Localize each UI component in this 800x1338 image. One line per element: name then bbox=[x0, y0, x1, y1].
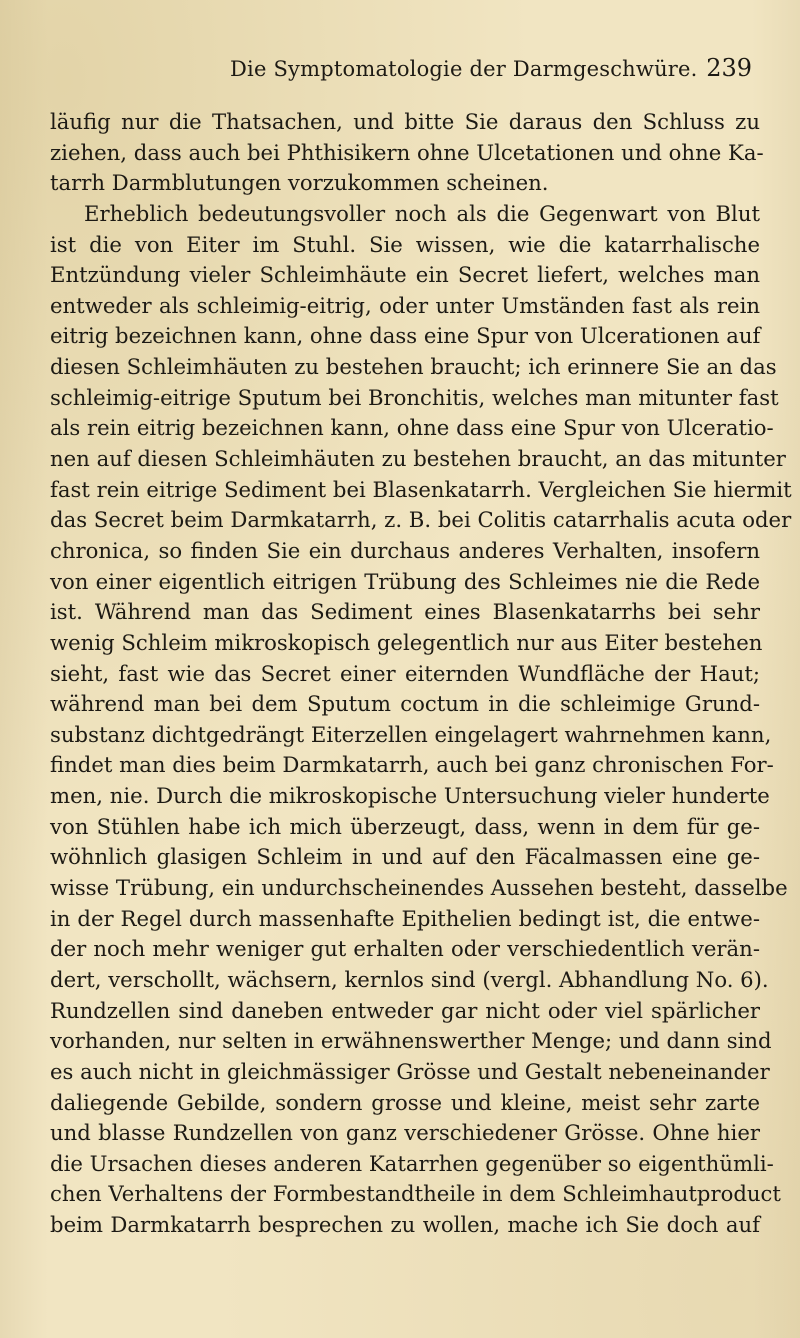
text-line: vorhanden, nur selten in erwähnenswerther Menge; und dann sind bbox=[50, 1028, 772, 1054]
text-line: es auch nicht in gleichmässiger Grösse und Gestalt nebeneinander bbox=[50, 1058, 770, 1084]
text-line: in der Regel durch massenhafte Epithelien bedingt ist, die entwe- bbox=[50, 905, 760, 931]
text-line: eitrig bezeichnen kann, ohne dass eine Spur von Ulcerationen auf bbox=[50, 323, 761, 349]
text-line: Erheblich bedeutungsvoller noch als die Gegenwart von Blut bbox=[84, 200, 760, 226]
text-line: entweder als schleimig-eitrig, oder unter Umständen fast als rein bbox=[50, 292, 760, 318]
text-line: beim Darmkatarrh besprechen zu wollen, mache ich Sie doch auf bbox=[50, 1212, 760, 1238]
text-line: chronica, so finden Sie ein durchaus anderes Verhalten, insofern bbox=[50, 537, 760, 563]
text-line: läufig nur die Thatsachen, und bitte Sie daraus den Schluss zu bbox=[50, 109, 760, 134]
text-line: dert, verschollt, wächsern, kernlos sind (vergl. Abhandlung No. 6). bbox=[50, 966, 769, 992]
text-line: findet man dies beim Darmkatarrh, auch bei ganz chronischen For- bbox=[50, 752, 774, 778]
text-line: von einer eigentlich eitrigen Trübung des Schleimes nie die Rede bbox=[50, 568, 760, 594]
text-line: wisse Trübung, ein undurchscheinendes Aussehen besteht, dasselbe bbox=[50, 875, 788, 901]
text-line: von Stühlen habe ich mich überzeugt, dass, wenn in dem für ge- bbox=[50, 813, 760, 839]
text-line: Entzündung vieler Schleimhäute ein Secret liefert, welches man bbox=[50, 262, 760, 288]
text-line: der noch mehr weniger gut erhalten oder verschiedentlich verän- bbox=[50, 936, 760, 962]
text-line: und blasse Rundzellen von ganz verschiedener Grösse. Ohne hier bbox=[50, 1120, 760, 1146]
text-line: men, nie. Durch die mikroskopische Untersuchung vieler hunderte bbox=[50, 783, 770, 809]
text-line: substanz dichtgedrängt Eiterzellen eingelagert wahrnehmen kann, bbox=[50, 721, 772, 747]
text-line: als rein eitrig bezeichnen kann, ohne dass eine Spur von Ulceratio- bbox=[50, 415, 774, 441]
text-line: chen Verhaltens der Formbestandtheile in dem Schleimhautproduct bbox=[50, 1181, 781, 1207]
running-head bbox=[0, 54, 800, 87]
text-line: daliegende Gebilde, sondern grosse und kleine, meist sehr zarte bbox=[50, 1089, 760, 1115]
running-head-title: Die Symptomatologie der Darmgeschwüre. bbox=[230, 57, 698, 81]
text-line: schleimig-eitrige Sputum bei Bronchitis, welches man mitunter fast bbox=[50, 384, 779, 410]
text-line: ist die von Eiter im Stuhl. Sie wissen, wie die katarrhalische bbox=[50, 231, 760, 257]
text-line: diesen Schleimhäuten zu bestehen braucht; ich erinnere Sie an das bbox=[50, 354, 777, 380]
page-number: 239 bbox=[706, 54, 752, 82]
text-line: das Secret beim Darmkatarrh, z. B. bei Colitis catarrhalis acuta oder bbox=[50, 507, 792, 533]
body-text bbox=[50, 107, 792, 1241]
text-line: fast rein eitrige Sediment bei Blasenkatarrh. Vergleichen Sie hiermit bbox=[50, 476, 792, 502]
text-line: ziehen, dass auch bei Phthisikern ohne Ulcetationen und ohne Ka- bbox=[50, 139, 764, 165]
text-line: ist. Während man das Sediment eines Blasenkatarrhs bei sehr bbox=[50, 599, 760, 625]
text-line: Rundzellen sind daneben entweder gar nicht oder viel spärlicher bbox=[50, 997, 760, 1023]
text-line: nen auf diesen Schleimhäuten zu bestehen braucht, an das mitunter bbox=[50, 446, 786, 472]
text-line: tarrh Darmblutungen vorzukommen scheinen. bbox=[50, 170, 549, 196]
text-line: sieht, fast wie das Secret einer eiternden Wundfläche der Haut; bbox=[50, 660, 760, 686]
text-line: wenig Schleim mikroskopisch gelegentlich nur aus Eiter bestehen bbox=[50, 629, 763, 655]
text-line: während man bei dem Sputum coctum in die schleimige Grund- bbox=[50, 691, 760, 717]
text-line: wöhnlich glasigen Schleim in und auf den Fäcalmassen eine ge- bbox=[50, 844, 760, 870]
text-line: die Ursachen dieses anderen Katarrhen gegenüber so eigenthümli- bbox=[50, 1150, 774, 1176]
